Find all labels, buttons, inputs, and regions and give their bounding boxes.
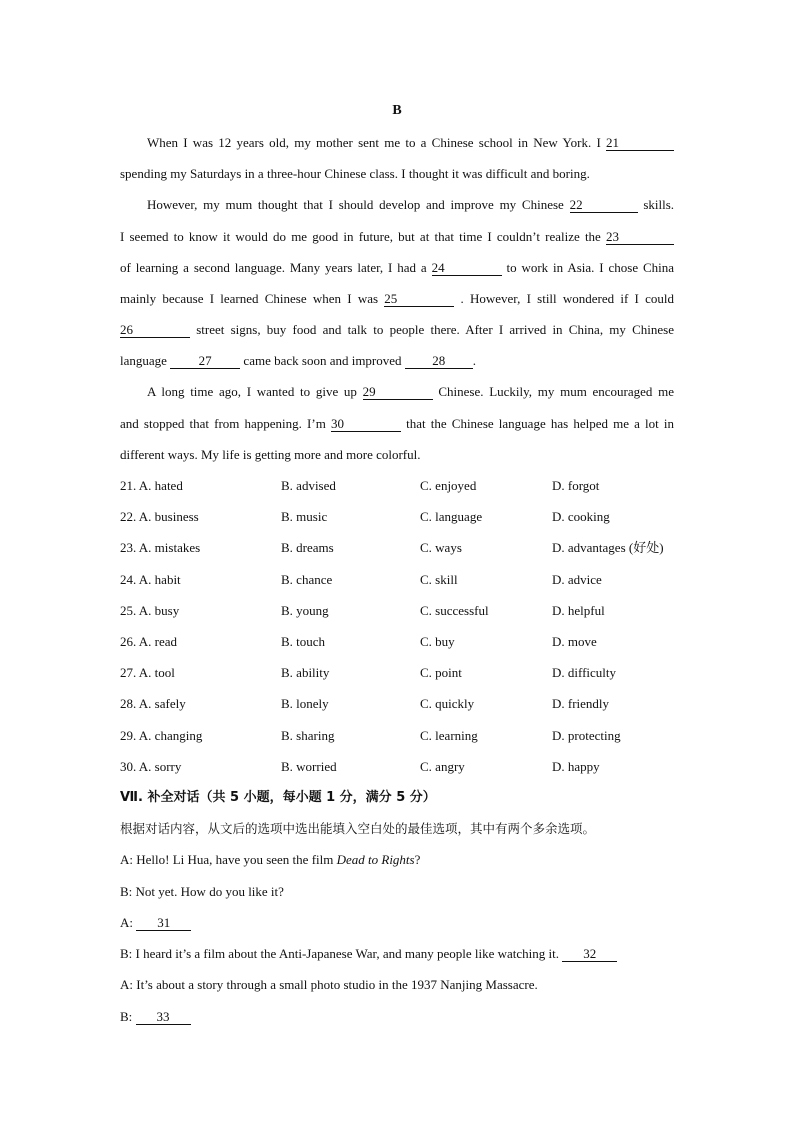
option-b[interactable]: B. sharing xyxy=(281,728,335,743)
option-d[interactable]: D. happy xyxy=(552,759,600,774)
dialogue-line xyxy=(120,883,674,901)
option-c[interactable]: C. buy xyxy=(420,634,455,649)
passage-text: A long time ago, I wanted to give up xyxy=(147,384,357,399)
passage-text: and stopped that from happening. I’m xyxy=(120,416,326,431)
passage-text: of learning a second language. Many years later, I had a xyxy=(120,260,427,275)
blank-29[interactable]: 29 xyxy=(363,384,433,400)
question-27-options xyxy=(120,664,674,682)
option-a[interactable]: 21. A. hated xyxy=(120,478,183,493)
passage-text: that the Chinese language has helped me a lot in xyxy=(406,416,675,431)
option-d[interactable]: D. difficulty xyxy=(552,665,617,680)
passage-text: came back soon and improved xyxy=(243,353,402,368)
dialogue-text: B: Not yet. How do you like it? xyxy=(120,884,284,899)
option-d[interactable]: D. move xyxy=(552,634,597,649)
dialogue-text: A: It’s about a story through a small photo studio in the 1937 Nanjing Massacre. xyxy=(120,977,538,992)
option-d[interactable]: D. protecting xyxy=(552,728,621,743)
passage-line xyxy=(120,415,674,433)
blank-30[interactable]: 30 xyxy=(331,416,401,432)
option-a[interactable]: 30. A. sorry xyxy=(120,759,182,774)
blank-21[interactable]: 21 xyxy=(606,135,674,151)
option-b[interactable]: B. lonely xyxy=(281,696,329,711)
passage-line xyxy=(120,134,674,152)
passage-line xyxy=(120,228,674,246)
option-c[interactable]: C. enjoyed xyxy=(420,478,477,493)
passage-text: I seemed to know it would do me good in future, but at that time I couldn’t realize the xyxy=(120,229,601,244)
dialogue-text: B: xyxy=(120,1009,133,1024)
passage-text: street signs, buy food and talk to people there. After I arrived in China, my Chinese xyxy=(196,322,675,337)
option-b[interactable]: B. chance xyxy=(281,572,333,587)
question-24-options xyxy=(120,571,674,589)
film-title: Dead to Rights xyxy=(336,852,415,867)
dialogue-line xyxy=(120,976,674,994)
passage-text: to work in Asia. I chose China xyxy=(506,260,675,275)
option-a[interactable]: 25. A. busy xyxy=(120,603,180,618)
passage-text: Chinese. Luckily, my mum encouraged me xyxy=(438,384,675,399)
option-a[interactable]: 24. A. habit xyxy=(120,572,181,587)
question-28-options xyxy=(120,695,674,713)
passage-text: mainly because I learned Chinese when I was xyxy=(120,291,379,306)
question-22-options xyxy=(120,508,674,526)
passage-line xyxy=(120,383,674,401)
option-d[interactable]: D. cooking xyxy=(552,509,610,524)
passage-line xyxy=(120,196,674,214)
passage-line xyxy=(120,165,674,183)
passage-text: . xyxy=(472,353,477,368)
option-b[interactable]: B. young xyxy=(281,603,329,618)
blank-31[interactable]: 31 xyxy=(136,915,191,931)
passage-line xyxy=(120,446,674,464)
option-b[interactable]: B. ability xyxy=(281,665,330,680)
option-b[interactable]: B. music xyxy=(281,509,328,524)
question-25-options xyxy=(120,602,674,620)
passage-line xyxy=(120,352,674,370)
question-23-options xyxy=(120,539,674,557)
option-d[interactable]: D. helpful xyxy=(552,603,605,618)
dialogue-text: A: xyxy=(120,915,133,930)
option-d[interactable]: D. friendly xyxy=(552,696,610,711)
option-c[interactable]: C. successful xyxy=(420,603,489,618)
option-c[interactable]: C. point xyxy=(420,665,462,680)
dialogue-line xyxy=(120,851,674,869)
passage-text: spending my Saturdays in a three-hour Chinese class. I thought it was difficult and boring. xyxy=(120,166,590,181)
option-d[interactable]: D. forgot xyxy=(552,478,600,493)
blank-32[interactable]: 32 xyxy=(562,946,617,962)
question-21-options xyxy=(120,477,674,495)
blank-26[interactable]: 26 xyxy=(120,322,190,338)
option-a[interactable]: 26. A. read xyxy=(120,634,178,649)
option-d[interactable]: D. advantages (好处) xyxy=(552,540,664,555)
option-b[interactable]: B. touch xyxy=(281,634,326,649)
blank-23[interactable]: 23 xyxy=(606,229,674,245)
blank-28[interactable]: 28 xyxy=(405,353,473,369)
dialogue-line xyxy=(120,914,674,932)
passage-text: . However, I still wondered if I could xyxy=(460,291,674,306)
dialogue-line xyxy=(120,1008,674,1026)
option-d[interactable]: D. advice xyxy=(552,572,602,587)
option-a[interactable]: 23. A. mistakes xyxy=(120,540,201,555)
option-c[interactable]: C. angry xyxy=(420,759,465,774)
part7-heading: Ⅶ. 补全对话（共 5 小题，每小题 1 分，满分 5 分） xyxy=(120,790,436,805)
blank-24[interactable]: 24 xyxy=(432,260,502,276)
option-c[interactable]: C. quickly xyxy=(420,696,475,711)
option-b[interactable]: B. advised xyxy=(281,478,336,493)
option-a[interactable]: 27. A. tool xyxy=(120,665,175,680)
blank-27[interactable]: 27 xyxy=(170,353,240,369)
blank-22[interactable]: 22 xyxy=(570,197,638,213)
question-29-options xyxy=(120,727,674,745)
dialogue-text: A: Hello! Li Hua, have you seen the film xyxy=(120,852,334,867)
dialogue-line xyxy=(120,945,674,963)
dialogue-text: B: I heard it’s a film about the Anti-Japanese War, and many people like watching it. xyxy=(120,946,559,961)
option-a[interactable]: 22. A. business xyxy=(120,509,199,524)
section-title: B xyxy=(392,103,402,118)
option-c[interactable]: C. learning xyxy=(420,728,478,743)
passage-line xyxy=(120,321,674,339)
option-c[interactable]: C. ways xyxy=(420,540,462,555)
passage-text: However, my mum thought that I should develop and improve my Chinese xyxy=(147,197,564,212)
passage-line xyxy=(120,290,674,308)
passage-line xyxy=(120,259,674,277)
blank-33[interactable]: 33 xyxy=(136,1009,191,1025)
part7-instruction: 根据对话内容，从文后的选项中选出能填入空白处的最佳选项，其中有两个多余选项。 xyxy=(120,821,596,836)
option-c[interactable]: C. language xyxy=(420,509,483,524)
passage-text: skills. xyxy=(643,197,675,212)
option-b[interactable]: B. worried xyxy=(281,759,337,774)
question-26-options xyxy=(120,633,674,651)
dialogue-text: ? xyxy=(414,852,421,867)
blank-25[interactable]: 25 xyxy=(384,291,454,307)
passage-text: When I was 12 years old, my mother sent me to a Chinese school in New York. I xyxy=(147,135,601,150)
option-a[interactable]: 29. A. changing xyxy=(120,728,203,743)
passage-text: language xyxy=(120,353,167,368)
question-30-options xyxy=(120,758,674,776)
option-b[interactable]: B. dreams xyxy=(281,540,334,555)
option-c[interactable]: C. skill xyxy=(420,572,458,587)
option-a[interactable]: 28. A. safely xyxy=(120,696,186,711)
passage-text: different ways. My life is getting more and more colorful. xyxy=(120,447,421,462)
